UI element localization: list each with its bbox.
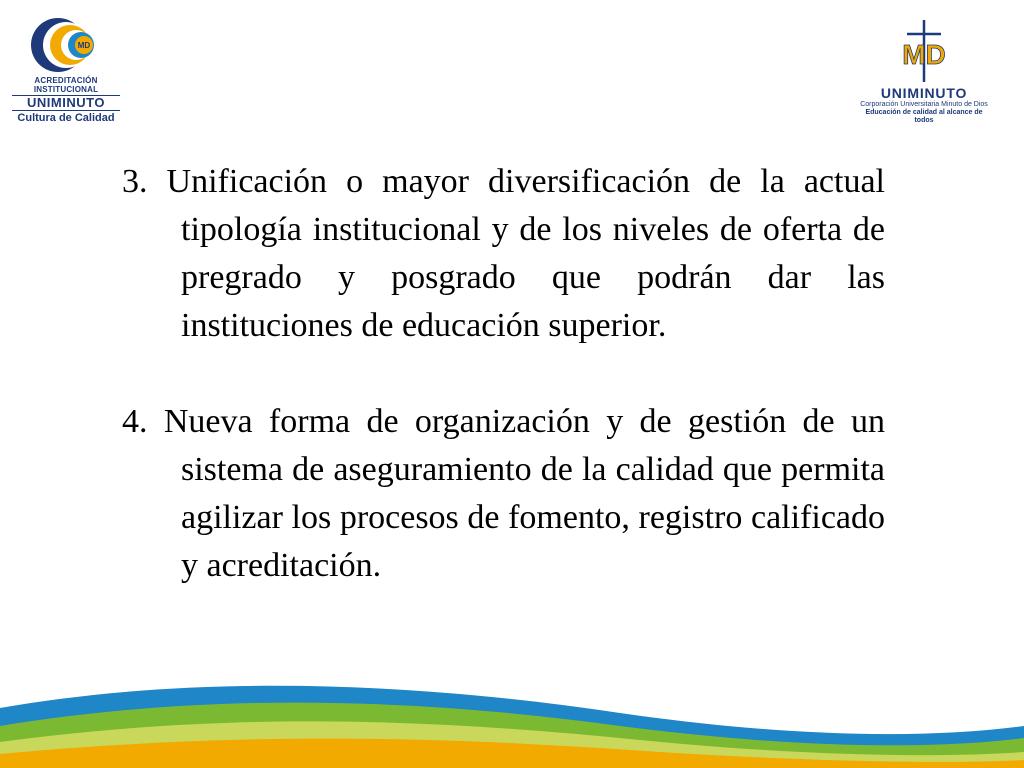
point-4: 4. Nueva forma de organización y de gestión de un sistema de aseguramiento de la calidad que permita agilizar los procesos de fomento, registro calificado y acreditación. [122,403,885,584]
md-emblem-text: MD [902,39,946,70]
logo-left-line3: Cultura de Calidad [17,112,115,124]
svg-text:MD: MD [77,41,91,50]
point-3: 3. Unificación o mayor diversificación de la actual tipología institucional y de los niveles de oferta de pregrado y posgrado que podrán dar las instituciones de educación superior. [122,163,885,344]
logo-right-line3: Educación de calidad al alcance de todos [865,109,983,124]
logo-right-line1: UNIMINUTO [880,85,968,101]
logo-left-line2: UNIMINUTO [12,95,120,111]
accreditation-logo [10,14,122,124]
uniminuto-logo [855,18,993,124]
md-cross-icon [855,18,993,84]
accreditation-emblem-icon [10,14,122,76]
logo-left-line1: ACREDITACIÓN INSTITUCIONAL [33,76,99,94]
slide-content [122,158,885,590]
logo-right-line2: Corporación Universitaria Minuto de Dios [860,101,988,108]
decorative-wave [0,668,1024,768]
